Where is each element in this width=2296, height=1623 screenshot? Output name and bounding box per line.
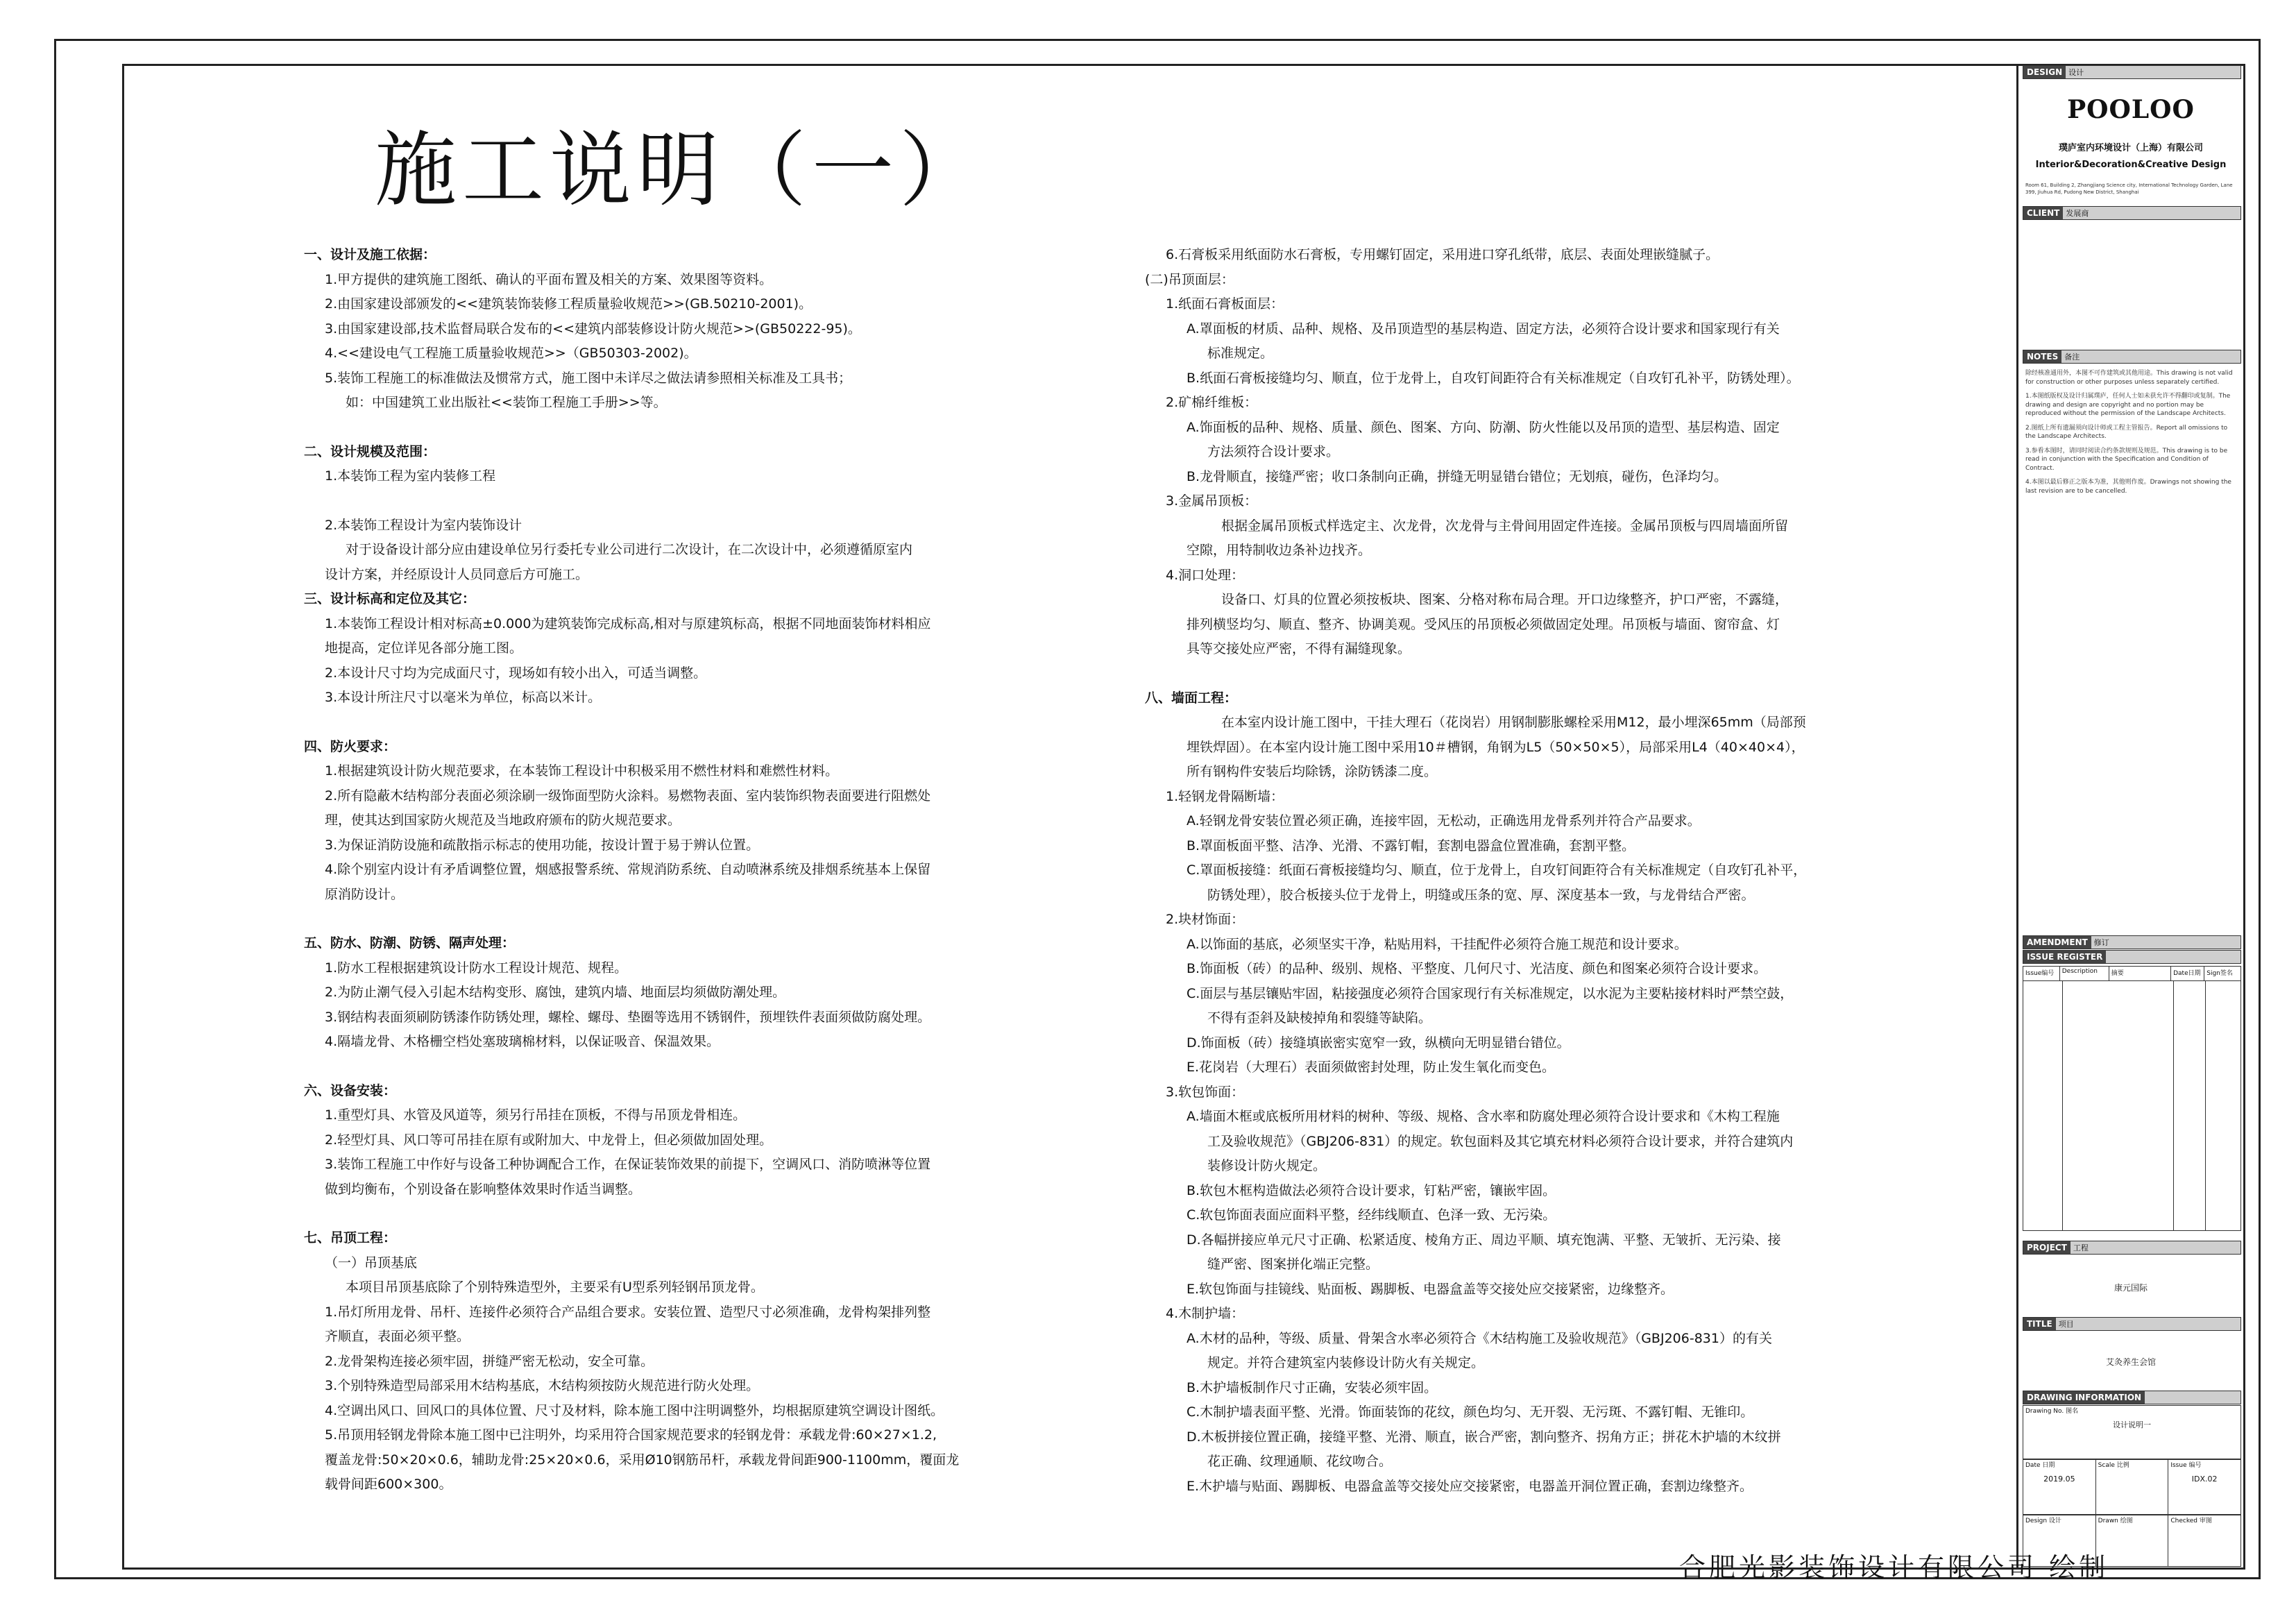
issue-value: IDX.02 [2191, 1475, 2218, 1484]
text-line: 2.矿棉纤维板： [1166, 395, 1258, 410]
issue-register-label: ISSUE REGISTER [2023, 951, 2106, 963]
reg-divider [2205, 981, 2206, 1230]
section-heading: 一、设计及施工依据： [304, 247, 436, 262]
text-line: C.木制护墙表面平整、光滑。饰面装饰的花纹，颜色均匀、无开裂、无污斑、不露钉帽、无锥印。 [1187, 1404, 1754, 1420]
text-line: 覆盖龙骨:50×20×0.6，辅助龙骨:25×20×0.6，采用Ø10钢筋吊杆，承载龙骨间距900-1100mm，覆面龙 [325, 1452, 960, 1468]
text-line: B.纸面石膏板接缝均匀、顺直，位于龙骨上，自攻钉间距符合有关标准规定（自攻钉孔补平，防锈处理）。 [1187, 370, 1800, 386]
note-item: 1.本图纸版权及设计归属璞庐，任何人士如未获允许不得翻印或复制。The drawing and design are copyright and no portion may be reproduced without the permission of the Landscape Architects. [2025, 393, 2231, 417]
client-label: CLIENT [2023, 207, 2063, 219]
date-value: 2019.05 [2043, 1475, 2075, 1484]
text-line: E.软包饰面与挂镜线、贴面板、踢脚板、电器盒盖等交接处应交接紧密，边缘整齐。 [1187, 1281, 1674, 1297]
text-line: B.木护墙板制作尺寸正确，安装必须牢固。 [1187, 1379, 1438, 1395]
text-line: 在本室内设计施工图中，干挂大理石（花岗岩）用钢制膨胀螺栓采用M12，最小埋深65mm（局部预 [1221, 715, 1806, 730]
spacer [1145, 662, 1908, 686]
text-line: 空隙，用特制收边条补边找齐。 [1187, 543, 1372, 558]
drawing-info-label: DRAWING INFORMATION [2023, 1391, 2145, 1404]
text-line: 设备口、灯具的位置必须按板块、图案、分格对称布局合理。开口边缘整齐，护口严密，不露缝， [1221, 592, 1789, 607]
project-band [2023, 1241, 2241, 1255]
issue-label: Issue 编号 [2170, 1462, 2202, 1469]
note-item: 3.参看本图时，请同时阅读合约条款规则及规范。This drawing is to be read in conjunction with the Specification and Condition of Contract. [2025, 447, 2228, 472]
section-heading: 七、吊顶工程： [304, 1230, 397, 1246]
text-line: 原消防设计。 [325, 886, 405, 902]
reg-col: Sign签名 [2206, 970, 2233, 977]
text-line: 1.重型灯具、水管及风道等，须另行吊挂在顶板，不得与吊顶龙骨相连。 [325, 1107, 747, 1123]
text-line: 根据金属吊顶板式样选定主、次龙骨，次龙骨与主骨间用固定件连接。金属吊顶板与四周墙面所留 [1221, 518, 1789, 534]
text-line: 标准规定。 [1207, 346, 1274, 361]
text-line: 3.金属吊顶板： [1166, 493, 1258, 509]
spacer [304, 489, 1081, 513]
text-line: 理，使其达到国家防火规范及当地政府颁布的防火规范要求。 [325, 813, 681, 828]
section-heading: 八、墙面工程： [1145, 690, 1238, 706]
company-address: Room 61, Building 2, Zhangjiang Science city, International Technology Garden, Lane 399, Jiuhua Rd, Pudong New District, Shanghai [2025, 182, 2233, 195]
text-line: A.墙面木框或底板所用材料的树种、等级、规格、含水率和防腐处理必须符合设计要求和《木构工程施 [1187, 1109, 1780, 1124]
note-item: 4.本图以最后修正之版本为准，其他则作废。Drawings not showing the last revision are to be cancelled. [2025, 479, 2231, 495]
issue-cell [2168, 1460, 2240, 1514]
spacer [304, 1055, 1081, 1079]
text-line: 1.本装饰工程为室内装修工程 [325, 468, 496, 484]
reg-divider [2062, 981, 2063, 1230]
text-line: 5.装饰工程施工的标准做法及惯常方式，施工图中未详尽之做法请参照相关标准及工具书； [325, 370, 852, 386]
date-scale-row [2023, 1459, 2241, 1515]
text-line: B.饰面板（砖）的品种、级别、规格、平整度、几何尺寸、光洁度、颜色和图案必须符合设计要求。 [1187, 961, 1767, 976]
reg-col: Date日期 [2171, 967, 2204, 980]
text-line: A.轻钢龙骨安装位置必须正确，连接牢固，无松动，正确选用龙骨系列并符合产品要求。 [1187, 813, 1701, 829]
text-line: 4.<<建设电气工程施工质量验收规范>>（GB50303-2002)。 [325, 346, 697, 361]
design-band [2023, 65, 2241, 79]
checked-cell: Checked 审图 [2170, 1518, 2212, 1524]
text-line: 1.轻钢龙骨隔断墙： [1166, 788, 1284, 804]
text-line: 如：中国建筑工业出版社<<装饰工程施工手册>>等。 [346, 395, 667, 410]
text-line: 3.本设计所注尺寸以毫米为单位，标高以米计。 [325, 690, 602, 705]
company-logo: POOLOO [2067, 95, 2195, 124]
notes-label: NOTES [2023, 350, 2061, 363]
note-item: 2.图纸上所有遗漏须向设计师或工程主管报告。Report all omissions to the Landscape Architects. [2025, 424, 2228, 440]
text-line: 4.除个别室内设计有矛盾调整位置，烟感报警系统、常规消防系统、自动喷淋系统及排烟系统基本上保留 [325, 862, 931, 877]
text-line: D.木板拼接位置正确，接缝平整、光滑、顺直，嵌合严密，割向整齐、拐角方正；拼花木护墙的木纹拼 [1187, 1429, 1781, 1445]
right-column [1145, 243, 1908, 1499]
client-band [2023, 206, 2241, 220]
amendment-label: AMENDMENT [2023, 936, 2091, 949]
issue-register-band [2023, 950, 2241, 964]
text-line: 6.石膏板采用纸面防水石膏板，专用螺钉固定，采用进口穿孔纸带，底层、表面处理嵌缝腻子。 [1166, 247, 1719, 262]
text-line: 2.块材饰面： [1166, 912, 1245, 927]
text-line: 4.洞口处理： [1166, 567, 1245, 583]
project-name: 康元国际 [2114, 1283, 2148, 1293]
drawing-title: 艾灸养生会馆 [2105, 1357, 2156, 1367]
text-line: 对于设备设计部分应由建设单位另行委托专业公司进行二次设计，在二次设计中，必须遵循原室内 [346, 542, 913, 557]
spacer [304, 907, 1081, 931]
title-label-cn: 项目 [2058, 1320, 2074, 1329]
reg-divider [2173, 981, 2174, 1230]
text-line: 2.本设计尺寸均为完成面尺寸，现场如有较小出入，可适当调整。 [325, 665, 707, 681]
register-rows [2023, 981, 2241, 1231]
text-line: 4.木制护墙： [1166, 1306, 1245, 1321]
drawing-no-box [2023, 1406, 2240, 1459]
title-band [2023, 1317, 2241, 1331]
design-label: DESIGN [2023, 66, 2066, 78]
drawing-no-label: Drawing No. 图名 [2025, 1408, 2079, 1415]
text-line: E.花岗岩（大理石）表面须做密封处理，防止发生氧化而变色。 [1187, 1060, 1556, 1075]
reg-col: Issue编号 [2023, 967, 2060, 980]
text-line: D.饰面板（砖）接缝填嵌密实宽窄一致，纵横向无明显错台错位。 [1187, 1035, 1570, 1051]
project-label: PROJECT [2023, 1241, 2070, 1254]
text-line: 2.由国家建设部颁发的<<建筑装饰装修工程质量验收规范>>(GB.50210-2001)。 [325, 296, 813, 312]
text-line: E.木护墙与贴面、踢脚板、电器盒盖等交接处应交接紧密，电器盖开洞位置正确，套割边缘整齐。 [1187, 1478, 1753, 1494]
text-line: A.饰面板的品种、规格、质量、颜色、图案、方向、防潮、防火性能以及吊顶的造型、基层构造、固定 [1187, 419, 1780, 435]
text-line: 1.吊灯所用龙骨、吊杆、连接件必须符合产品组合要求。安装位置、造型尺寸必须准确，龙骨构架排列整 [325, 1304, 931, 1320]
text-line: 3.为保证消防设施和疏散指示标志的使用功能，按设计置于易于辨认位置。 [325, 837, 760, 853]
section-heading: 三、设计标高和定位及其它： [304, 591, 476, 606]
text-line: 做到均衡布，个别设备在影响整体效果时作适当调整。 [325, 1181, 642, 1197]
section-heading: 二、设计规模及范围： [304, 443, 436, 459]
text-line: 2.轻型灯具、风口等可吊挂在原有或附加大、中龙骨上，但必须做加固处理。 [325, 1132, 773, 1148]
text-line: （一）吊顶基底 [325, 1255, 418, 1271]
scale-label: Scale 比例 [2098, 1462, 2129, 1469]
text-line: A.罩面板的材质、品种、规格、及吊顶造型的基层构造、固定方法，必须符合设计要求和国家现行有关 [1187, 321, 1780, 337]
text-line: 3.装饰工程施工中作好与设备工种协调配合工作，在保证装饰效果的前提下，空调风口、消防喷淋等位置 [325, 1157, 931, 1172]
text-line: 3.由国家建设部,技术监督局联合发布的<<建筑内部装修设计防火规范>>(GB50222-95)。 [325, 321, 861, 337]
text-line: 3.个别特殊造型局部采用木结构基底，木结构须按防火规范进行防火处理。 [325, 1378, 760, 1393]
company-name-cn: 璞庐室内环境设计（上海）有限公司 [2058, 143, 2203, 153]
register-header [2023, 966, 2241, 981]
scale-cell [2096, 1460, 2169, 1514]
section-heading: 四、防火要求： [304, 738, 397, 754]
drawn-cell: Drawn 绘图 [2096, 1515, 2169, 1566]
text-line: 缝严密、图案拼化端正完整。 [1207, 1257, 1379, 1272]
text-line: D.各幅拼接应单元尺寸正确、松紧适度、棱角方正、周边平顺、填充饱满、平整、无皱折、无污染、接 [1187, 1232, 1781, 1248]
text-line: A.以饰面的基底，必须坚实干净，粘贴用料，干挂配件必须符合施工规范和设计要求。 [1187, 936, 1687, 952]
text-line: 具等交接处应严密，不得有漏缝现象。 [1187, 641, 1411, 656]
drawing-no: 设计说明一 [2113, 1420, 2151, 1429]
company-name-en: Interior&Decoration&Creative Design [2035, 160, 2227, 170]
text-line: 2.为防止潮气侵入引起木结构变形、腐蚀，建筑内墙、地面层均须做防潮处理。 [325, 985, 786, 1000]
text-line: 花正确、纹理通顺、花纹吻合。 [1207, 1454, 1393, 1469]
text-line: 地提高，定位详见各部分施工图。 [325, 640, 523, 656]
design-label-cn: 设计 [2068, 68, 2084, 77]
text-line: 设计方案，并经原设计人员同意后方可施工。 [325, 566, 589, 582]
text-line: 埋铁焊固）。在本室内设计施工图中采用10＃槽钢，角钢为L5（50×50×5），局部采用L4（40×40×4）， [1187, 739, 1805, 755]
amendment-label-cn: 修订 [2093, 938, 2109, 947]
section-heading: 六、设备安装： [304, 1082, 397, 1098]
text-line: 所有钢构件安装后均除锈，涂防锈漆二度。 [1187, 764, 1438, 779]
text-line: C.罩面板接缝：纸面石膏板接缝均匀、顺直，位于龙骨上，自攻钉间距符合有关标准规定（自攻钉孔补平， [1187, 863, 1807, 878]
footer-credit: 合肥光影装饰设计有限公司 绘制 [1679, 1552, 2109, 1583]
section-heading: 五、防水、防潮、防锈、隔声处理： [304, 935, 516, 951]
text-line: 2.龙骨架构连接必须牢固，拼缝严密无松动，安全可靠。 [325, 1353, 654, 1369]
text-line: 工及验收规范》（GBJ206-831）的规定。软包面料及其它填充材料必须符合设计要求，并符合建筑内 [1207, 1133, 1794, 1149]
date-label: Date 日期 [2025, 1462, 2055, 1469]
date-cell [2023, 1460, 2096, 1514]
text-line: 齐顺直，表面必须平整。 [325, 1329, 470, 1344]
page-title: 施工说明（一） [375, 122, 987, 218]
text-line: C.面层与基层镶贴牢固，粘接强度必须符合国家现行有关标准规定，以水泥为主要粘接材料时严禁空鼓， [1187, 985, 1794, 1001]
text-line: 排列横竖均匀、顺直、整齐、协调美观。受风压的吊顶板必须做固定处理。吊顶板与墙面、窗帘盒、灯 [1187, 616, 1780, 632]
left-column [304, 243, 1081, 1497]
text-line: C.软包饰面表面应面料平整，经纬线顺直、色泽一致、无污染。 [1187, 1207, 1556, 1223]
text-line: 2.本装饰工程设计为室内装饰设计 [325, 517, 522, 533]
company-name [2018, 140, 2243, 173]
text-line: 1.纸面石膏板面层： [1166, 296, 1284, 312]
text-line: A.木材的品种，等级、质量、骨架含水率必须符合《木结构施工及验收规范》（GBJ206-831）的有关 [1187, 1330, 1772, 1346]
reg-col: Description [2060, 967, 2109, 980]
amendment-band [2023, 935, 2241, 949]
notes-band [2023, 350, 2241, 364]
spacer [304, 1202, 1081, 1226]
design-cell: Design 设计 [2023, 1515, 2096, 1566]
text-line: 不得有歪斜及缺棱掉角和裂缝等缺陷。 [1207, 1010, 1432, 1026]
text-line: 3.软包饰面： [1166, 1084, 1245, 1100]
text-line: 5.吊顶用轻钢龙骨除本施工图中已注明外，均采用符合国家规范要求的轻钢龙骨：承载龙骨:60×27×1.2, [325, 1427, 937, 1443]
client-label-cn: 发展商 [2066, 209, 2089, 218]
note-item: 除经核准通用外，本图不可作建筑或其他用途。This drawing is not valid for construction or other purposes unless separately certified. [2025, 370, 2233, 386]
text-line: B.软包木框构造做法必须符合设计要求，钉粘严密，镶嵌牢固。 [1187, 1182, 1556, 1198]
project-label-cn: 工程 [2073, 1243, 2089, 1252]
reg-col: 摘要 [2109, 967, 2171, 980]
spacer [304, 711, 1081, 735]
text-line: 4.隔墙龙骨、木格栅空档处塞玻璃棉材料，以保证吸音、保温效果。 [325, 1034, 720, 1049]
text-line: 2.所有隐蔽木结构部分表面必须涂刷一级饰面型防火涂料。易燃物表面、室内装饰织物表面要进行阻燃处 [325, 788, 931, 804]
text-line: B.龙骨顺直，接缝严密；收口条制向正确，拼缝无明显错台错位；无划痕，碰伤，色泽均匀。 [1187, 468, 1728, 484]
spacer [304, 416, 1081, 440]
text-line: 载骨间距600×300。 [325, 1477, 452, 1492]
title-block [2016, 64, 2245, 1570]
drawing-no-cell [2023, 1405, 2241, 1459]
text-line: 1.根据建筑设计防火规范要求，在本装饰工程设计中积极采用不燃性材料和难燃性材料。 [325, 763, 839, 779]
text-line: 1.防水工程根据建筑设计防水工程设计规范、规程。 [325, 960, 628, 976]
notes-label-cn: 备注 [2064, 352, 2080, 362]
text-line: 方法须符合设计要求。 [1207, 444, 1340, 459]
text-line: 本项目吊顶基底除了个别特殊造型外，主要采有U型系列轻钢吊顶龙骨。 [346, 1280, 764, 1295]
text-line: (二)吊顶面层： [1145, 271, 1234, 287]
text-line: 规定。并符合建筑室内装修设计防火有关规定。 [1207, 1355, 1485, 1370]
text-line: 防锈处理），胶合板接头位于龙骨上，明缝或压条的宽、厚、深度基本一致，与龙骨结合严密。 [1207, 887, 1755, 903]
text-line: 4.空调出风口、回风口的具体位置、尺寸及材料，除本施工图中注明调整外，均根据原建筑空调设计图纸。 [325, 1402, 944, 1418]
text-line: 1.甲方提供的建筑施工图纸、确认的平面布置及相关的方案、效果图等资料。 [325, 271, 773, 287]
text-line: B.罩面板面平整、洁净、光滑、不露钉帽，套割电器盒位置准确，套割平整。 [1187, 838, 1635, 853]
notes-list [2025, 369, 2234, 501]
title-label: TITLE [2023, 1318, 2056, 1330]
drawing-info-band [2023, 1391, 2241, 1404]
text-line: 1.本装饰工程设计相对标高±0.000为建筑装饰完成标高,相对与原建筑标高，根据不同地面装饰材料相应 [325, 615, 931, 631]
text-line: 3.钢结构表面须刷防锈漆作防锈处理，螺栓、螺母、垫圈等选用不锈钢件，预埋铁件表面须做防腐处理。 [325, 1009, 931, 1025]
text-line: 装修设计防火规定。 [1207, 1158, 1327, 1173]
